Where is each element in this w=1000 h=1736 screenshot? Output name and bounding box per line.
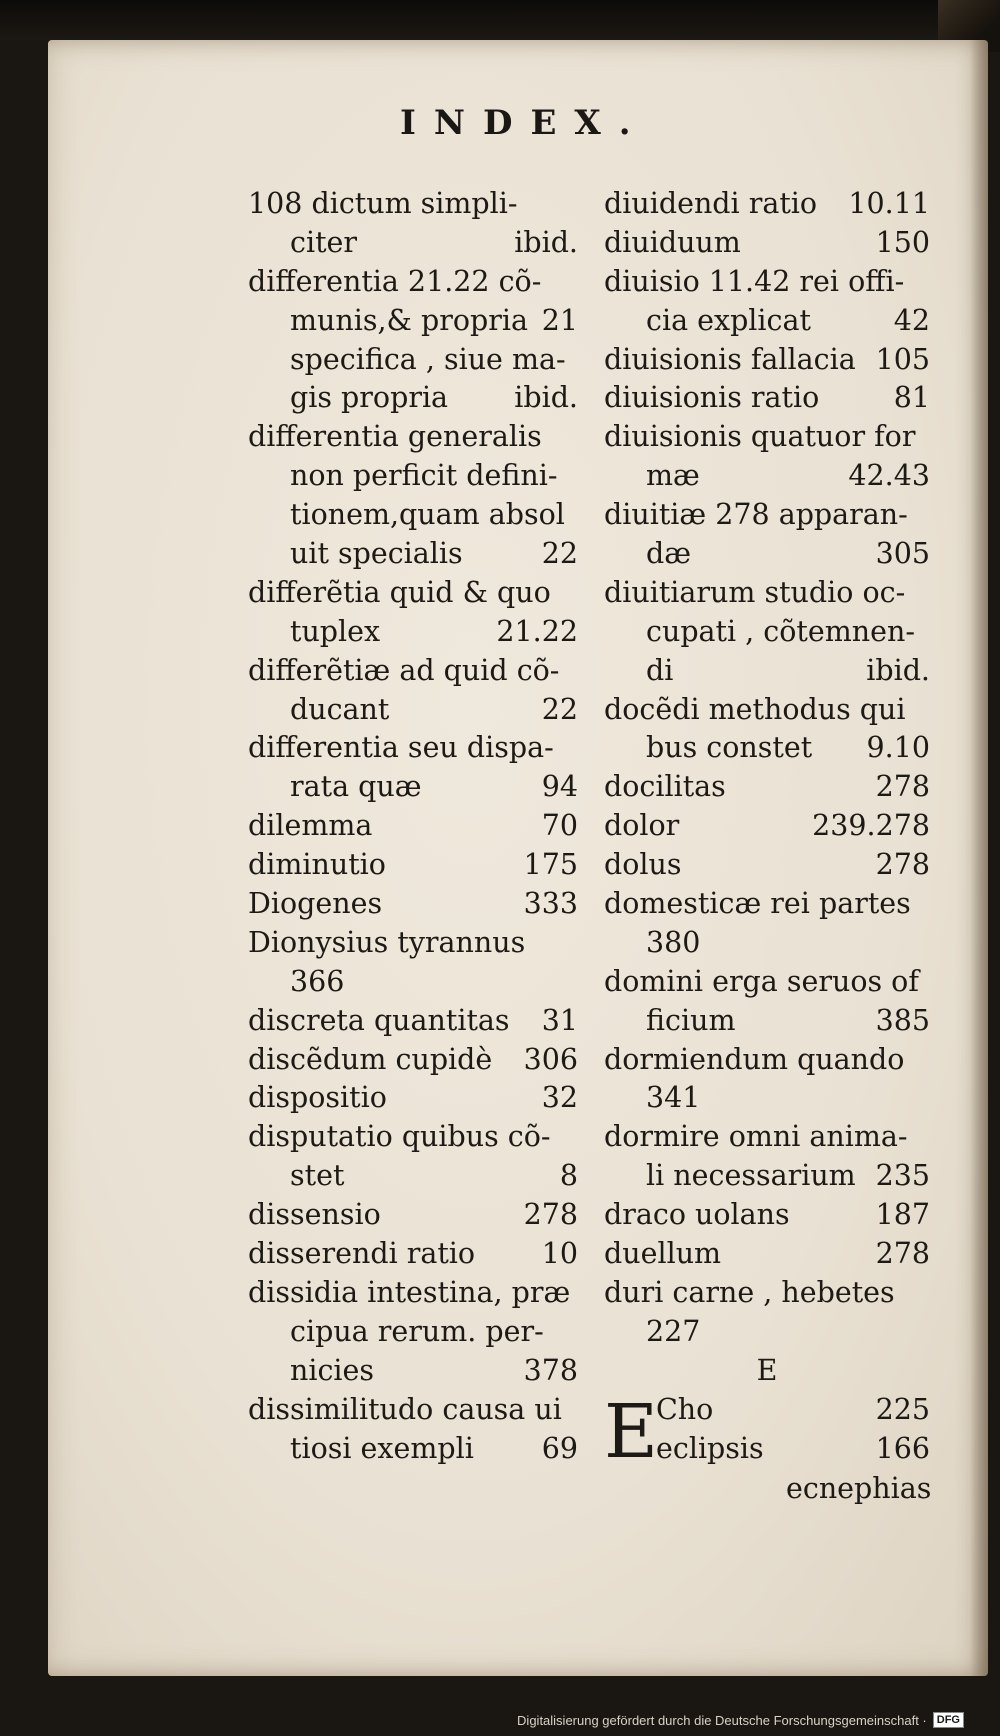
dfg-logo: DFG — [933, 1712, 964, 1728]
index-entry — [604, 185, 930, 224]
index-entry — [248, 729, 578, 807]
index-line — [604, 535, 930, 574]
index-line — [248, 924, 578, 963]
index-term: munis,& propria — [290, 303, 528, 337]
index-term: citer — [290, 225, 358, 259]
index-line — [248, 1274, 578, 1313]
index-term: 341 — [646, 1081, 701, 1115]
index-entry — [248, 185, 578, 263]
index-line — [248, 963, 578, 1002]
page-reference: 378 — [523, 1353, 578, 1387]
page-reference: 70 — [541, 809, 578, 843]
index-entry — [248, 1391, 578, 1469]
index-term: duri carne , hebetes — [604, 1275, 895, 1309]
index-entry — [604, 574, 930, 691]
index-line — [604, 574, 930, 613]
page-reference: 225 — [875, 1392, 930, 1426]
index-column-left — [248, 185, 578, 1468]
index-line — [604, 691, 930, 730]
index-term: dolor — [604, 809, 680, 843]
index-line — [248, 846, 578, 885]
page-reference: ibid. — [866, 653, 930, 687]
index-line — [604, 341, 930, 380]
index-entry — [604, 846, 930, 885]
index-line — [248, 1079, 578, 1118]
index-term: differentia generalis — [248, 420, 542, 454]
index-entry — [248, 1274, 578, 1391]
index-line — [248, 1391, 578, 1430]
footer-credit: Digitalisierung gefördert durch die Deutsche Forschungsgemeinschaft · — [517, 1712, 927, 1728]
page-reference: 150 — [875, 225, 930, 259]
page-reference: 235 — [875, 1159, 930, 1193]
index-term: diuisionis fallacia — [604, 342, 856, 376]
index-term: docilitas — [604, 770, 726, 804]
page-reference: ibid. — [514, 381, 578, 415]
index-entry — [604, 963, 930, 1041]
index-line — [248, 418, 578, 457]
page-reference: 31 — [541, 1003, 578, 1037]
page-reference: 21 — [541, 303, 578, 337]
index-term: mæ — [646, 459, 700, 493]
index-term: Diogenes — [248, 887, 383, 921]
index-entry — [604, 1235, 930, 1274]
index-term: uit specialis — [290, 537, 463, 571]
index-line — [248, 224, 578, 263]
index-term: 227 — [646, 1314, 701, 1348]
page-reference: 9.10 — [866, 731, 930, 765]
index-term: cupati , cõtemnen- — [646, 614, 915, 648]
page-reference: 94 — [541, 770, 578, 804]
page-reference: 8 — [559, 1159, 578, 1193]
page-reference: 81 — [893, 381, 930, 415]
index-term: Cho — [656, 1392, 714, 1426]
index-line — [248, 807, 578, 846]
index-term: dissensio — [248, 1198, 381, 1232]
index-term: duellum — [604, 1237, 722, 1271]
catchword: ecnephias — [786, 1472, 932, 1505]
index-line — [248, 1196, 578, 1235]
page-reference: 385 — [875, 1003, 930, 1037]
page-header: INDEX. — [400, 103, 649, 143]
index-term: differẽtia quid & quo — [248, 575, 551, 609]
page-reference: 22 — [541, 692, 578, 726]
index-entry — [604, 885, 930, 963]
scan-frame-top — [0, 0, 1000, 40]
index-entry — [248, 418, 578, 574]
page-reference: 278 — [875, 1237, 930, 1271]
index-term: docẽdi methodus qui — [604, 692, 906, 726]
index-line — [604, 1079, 930, 1118]
index-entry — [604, 418, 930, 496]
index-term: nicies — [290, 1353, 375, 1387]
index-line — [604, 1235, 930, 1274]
page-reference: 10.11 — [848, 187, 930, 220]
page-reference: 42 — [893, 303, 930, 337]
index-entry — [604, 1196, 930, 1235]
page-reference: 166 — [875, 1431, 930, 1465]
index-entry — [604, 341, 930, 380]
index-line — [604, 924, 930, 963]
index-term: domini erga seruos of — [604, 964, 919, 998]
page-reference: 239.278 — [812, 809, 930, 843]
index-term: dissidia intestina, præ — [248, 1275, 571, 1309]
index-entry — [248, 1041, 578, 1080]
index-entry — [248, 1002, 578, 1041]
section-letter-heading: E — [756, 1353, 778, 1387]
index-line — [604, 1041, 930, 1080]
index-entry — [248, 885, 578, 924]
index-line — [604, 768, 930, 807]
index-column-right — [604, 185, 930, 1475]
index-line — [604, 1274, 930, 1313]
index-line — [604, 302, 930, 341]
index-line — [604, 1002, 930, 1041]
index-term: draco uolans — [604, 1198, 790, 1232]
index-line — [248, 1352, 578, 1391]
index-entry — [248, 574, 578, 652]
index-term: 108 dictum simpli- — [248, 187, 518, 220]
page-reference: 32 — [541, 1081, 578, 1115]
index-line — [248, 263, 578, 302]
index-term: disputatio quibus cõ- — [248, 1120, 551, 1154]
index-entry — [248, 1235, 578, 1274]
index-entry — [248, 1079, 578, 1118]
section-e-entries — [604, 1388, 930, 1475]
index-line — [604, 457, 930, 496]
index-entry — [604, 496, 930, 574]
index-line — [604, 807, 930, 846]
page-reference: 306 — [523, 1042, 578, 1076]
index-entry — [248, 846, 578, 885]
index-entry — [248, 652, 578, 730]
index-term: cia explicat — [646, 303, 811, 337]
index-term: disserendi ratio — [248, 1237, 476, 1271]
index-entry — [248, 924, 578, 1002]
page-reference: ibid. — [514, 225, 578, 259]
index-line — [248, 1313, 578, 1352]
index-term: Dionysius tyrannus — [248, 925, 526, 959]
index-term: eclipsis — [656, 1431, 764, 1465]
index-line — [248, 574, 578, 613]
index-term: dilemma — [248, 809, 373, 843]
index-line — [604, 613, 930, 652]
index-term: tionem,quam absol — [290, 498, 565, 532]
index-term: diminutio — [248, 848, 386, 882]
drop-initial: E — [604, 1388, 659, 1475]
index-line — [248, 885, 578, 924]
index-line — [604, 496, 930, 535]
index-entry — [604, 691, 930, 769]
index-term: dormiendum quando — [604, 1042, 905, 1076]
index-line — [248, 652, 578, 691]
page-gutter-shadow — [970, 40, 988, 1676]
index-term: non perficit defini- — [290, 459, 558, 493]
index-term: discẽdum cupidè — [248, 1042, 493, 1076]
index-line — [604, 846, 930, 885]
index-term: discreta quantitas — [248, 1003, 510, 1037]
digitization-footer — [517, 1712, 964, 1728]
index-term: li necessarium — [646, 1159, 856, 1193]
index-line — [248, 457, 578, 496]
index-line — [604, 224, 930, 263]
page-reference: 10 — [541, 1237, 578, 1271]
page-reference: 305 — [875, 537, 930, 571]
index-line — [248, 302, 578, 341]
index-line — [248, 1118, 578, 1157]
index-term: dæ — [646, 537, 692, 571]
index-term: diuitiarum studio oc- — [604, 575, 906, 609]
index-term: dispositio — [248, 1081, 387, 1115]
page-reference: 333 — [523, 887, 578, 921]
index-term: gis propria — [290, 381, 449, 415]
index-line — [604, 1313, 930, 1352]
index-term: domesticæ rei partes — [604, 887, 911, 921]
index-term: dissimilitudo causa ui — [248, 1392, 562, 1426]
index-term: diuiduum — [604, 225, 741, 259]
index-line — [604, 418, 930, 457]
index-entry — [604, 1041, 930, 1119]
index-line — [604, 379, 930, 418]
index-entry — [604, 263, 930, 341]
index-term: diuisionis quatuor for — [604, 420, 916, 454]
index-term: differentia seu dispa- — [248, 731, 554, 765]
index-line — [248, 341, 578, 380]
page-reference: 21.22 — [496, 614, 578, 648]
index-line — [248, 1235, 578, 1274]
index-entry — [604, 1274, 930, 1352]
index-line — [248, 1002, 578, 1041]
index-line — [248, 185, 578, 224]
index-term: tiosi exempli — [290, 1431, 474, 1465]
page-reference: 22 — [541, 537, 578, 571]
index-line — [248, 1430, 578, 1469]
index-line — [248, 496, 578, 535]
page-reference: 105 — [875, 342, 930, 376]
index-term: rata quæ — [290, 770, 422, 804]
index-term: stet — [290, 1159, 345, 1193]
index-term: specifica , siue ma- — [290, 342, 566, 376]
index-line — [248, 729, 578, 768]
index-entry — [248, 1118, 578, 1196]
index-line — [604, 1196, 930, 1235]
page-reference: 278 — [523, 1198, 578, 1232]
index-line — [604, 263, 930, 302]
index-entry — [604, 768, 930, 807]
index-entry — [248, 263, 578, 419]
index-term: 380 — [646, 925, 701, 959]
index-line — [248, 1041, 578, 1080]
index-entry — [248, 807, 578, 846]
index-term: tuplex — [290, 614, 381, 648]
index-term: bus constet — [646, 731, 813, 765]
index-term: differẽtiæ ad quid cõ- — [248, 653, 560, 687]
index-entry — [604, 807, 930, 846]
page-reference: 175 — [523, 848, 578, 882]
index-line — [604, 963, 930, 1002]
page-reference: 278 — [875, 770, 930, 804]
index-entry — [604, 379, 930, 418]
index-term: differentia 21.22 cõ- — [248, 264, 542, 298]
page-reference: 69 — [541, 1431, 578, 1465]
index-line — [248, 768, 578, 807]
index-line — [248, 1157, 578, 1196]
index-term: dormire omni anima- — [604, 1120, 908, 1154]
index-line — [604, 1157, 930, 1196]
index-term: diuitiæ 278 apparan- — [604, 498, 908, 532]
index-line — [604, 885, 930, 924]
index-term: dolus — [604, 848, 682, 882]
index-term: ficium — [646, 1003, 736, 1037]
index-line — [248, 691, 578, 730]
page-reference: 187 — [875, 1198, 930, 1232]
index-term: ducant — [290, 692, 390, 726]
index-line — [248, 379, 578, 418]
index-line — [604, 652, 930, 691]
index-line — [604, 1118, 930, 1157]
index-line — [248, 535, 578, 574]
index-entry — [248, 1196, 578, 1235]
index-entry — [604, 1118, 930, 1196]
page-reference: 278 — [875, 848, 930, 882]
index-term: diuidendi ratio — [604, 187, 818, 220]
index-line — [248, 613, 578, 652]
index-line — [604, 185, 930, 224]
index-entry — [604, 224, 930, 263]
index-term: 366 — [290, 964, 345, 998]
index-term: di — [646, 653, 674, 687]
index-term: cipua rerum. per- — [290, 1314, 544, 1348]
page-reference: 42.43 — [848, 459, 930, 493]
right-entries — [604, 185, 930, 1352]
index-term: diuisionis ratio — [604, 381, 820, 415]
index-line — [604, 729, 930, 768]
index-term: diuisio 11.42 rei offi- — [604, 264, 905, 298]
